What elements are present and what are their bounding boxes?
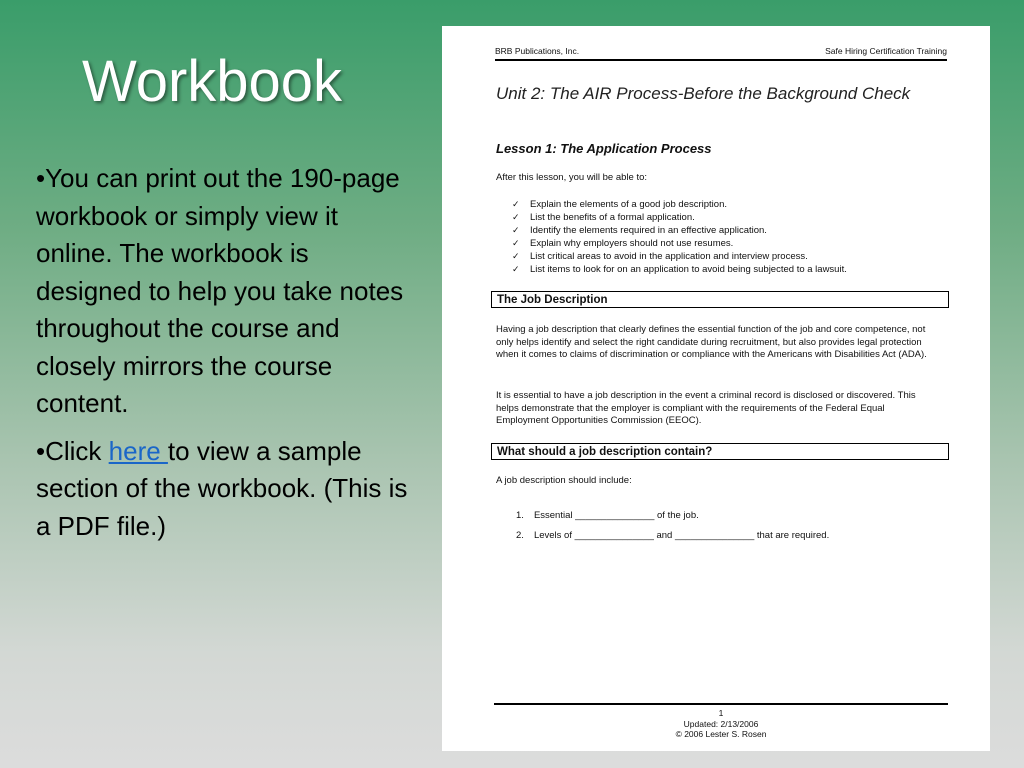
workbook-page-preview [442, 26, 990, 751]
bullet-suffix: to view a sample section of the workbook. (This is a PDF file.) [36, 435, 408, 541]
unit-title: Unit 2: The AIR Process-Before the Background Check [496, 84, 911, 103]
list-item: 2. Levels of _______________ and _______________ that are required. [516, 530, 830, 541]
check-icon: ✓ [512, 238, 520, 248]
footer-divider [494, 703, 948, 705]
list-item: ✓ List items to look for on an application to avoid being subjected to a lawsuit. [512, 264, 847, 275]
list-item: 1. Essential _______________ of the job. [516, 510, 699, 521]
bullet-list [36, 160, 416, 555]
page-number: 1 [718, 708, 724, 718]
copyright: © 2006 Lester S. Rosen [675, 729, 767, 739]
section-description-contents: What should a job description contain? [491, 443, 949, 460]
job-description-paragraph-1: Having a job description that clearly defines the essential function of the job and core competence, not only helps identify and select the right candidate during recruitment, but also provides legal protection when it comes to claims of discrimination or compliance with the Americans with Disabilities Act (ADA). [496, 324, 927, 360]
section-job-description: The Job Description [491, 291, 949, 308]
bullet-prefix: •Click [36, 435, 109, 466]
page-footer [494, 708, 948, 740]
objectives-list [512, 198, 847, 276]
fill-in-list [516, 506, 829, 546]
here-link[interactable]: here [108, 435, 168, 466]
list-item: ✓ Explain the elements of a good job description. [512, 199, 727, 210]
description-contents-intro: A job description should include: [496, 475, 632, 486]
page-header [495, 46, 947, 61]
list-item: ✓ Identify the elements required in an effective application. [512, 225, 767, 236]
bullet-workbook-info: •You can print out the 190-page workbook or simply view it online. The workbook is designed to help you take notes throughout the course and closely mirrors the course content. [36, 163, 404, 418]
updated-date: Updated: 2/13/2006 [683, 718, 759, 729]
check-icon: ✓ [512, 212, 520, 222]
header-publisher: BRB Publications, Inc. [495, 46, 580, 56]
list-item: ✓ Explain why employers should not use resumes. [512, 238, 734, 249]
check-icon: ✓ [512, 199, 520, 209]
list-item: ✓ List critical areas to avoid in the application and interview process. [512, 251, 808, 262]
check-icon: ✓ [512, 225, 520, 235]
job-description-paragraph-2: It is essential to have a job description in the event a criminal record is disclosed or discovered. This helps demonstrate that the employer is compliant with the requirements of the Federal Equal Employment Opportunities Commission (EEOC). [496, 390, 916, 426]
slide-title: Workbook [82, 49, 343, 114]
lesson-title: Lesson 1: The Application Process [496, 141, 712, 156]
list-item: ✓ List the benefits of a formal application. [512, 212, 695, 223]
header-course: Safe Hiring Certification Training [825, 46, 947, 56]
check-icon: ✓ [512, 251, 520, 261]
lesson-intro: After this lesson, you will be able to: [496, 172, 648, 183]
check-icon: ✓ [512, 264, 520, 274]
bullet-sample-link [36, 433, 416, 546]
